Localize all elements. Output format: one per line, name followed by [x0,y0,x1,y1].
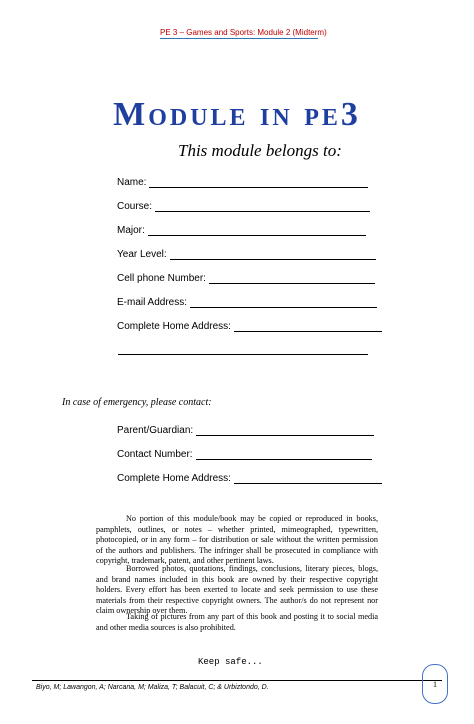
borrowed-materials-paragraph [96,564,378,617]
major-blank[interactable] [148,225,366,236]
footer-rule [32,680,442,681]
borrowed-materials-text: Borrowed photos, quotations, findings, conclusions, literary pieces, blogs, and brand names included in this book are owned by their respective copyright holders. Every effort has been exerted to locate and seek permission to use these materials from their respective copyright owners. The author/s do not represent nor claim ownership over them. [96,564,378,615]
copyright-paragraph [96,514,378,567]
cellphone-label: Cell phone Number: [117,273,206,284]
course-label: Course: [117,201,153,212]
copyright-text: No portion of this module/book may be copied or reproduced in books, pamphlets, outlines, or notes – whether printed, mimeographed, typewritten, photocopied, or in any form – for distribution or sale without the written permission of the authors and publishers. The infringer shall be prosecuted in compliance with copyright, trademark, patent, and other pertinent laws. [96,514,378,565]
year-level-label: Year Level: [117,249,167,260]
emergency-address-label: Complete Home Address: [117,473,231,484]
page-number-badge [422,664,448,704]
home-address-blank[interactable] [234,321,382,332]
year-level-blank[interactable] [170,249,376,260]
belongs-to-heading: This module belongs to: [178,141,342,160]
major-field[interactable] [117,225,366,236]
contact-number-field[interactable] [117,449,372,460]
contact-number-label: Contact Number: [117,449,193,460]
name-label: Name: [117,177,147,188]
module-title: Module in pe3 [113,96,361,133]
contact-number-blank[interactable] [196,449,372,460]
home-address-label: Complete Home Address: [117,321,231,332]
course-blank[interactable] [155,201,370,212]
course-field[interactable] [117,201,370,212]
emergency-heading: In case of emergency, please contact: [62,397,212,408]
header-underline [160,38,318,39]
guardian-field[interactable] [117,425,374,436]
major-label: Major: [117,225,145,236]
page-number: 1 [433,679,437,689]
email-label: E-mail Address: [117,297,188,308]
guardian-label: Parent/Guardian: [117,425,194,436]
emergency-address-field[interactable] [117,473,382,484]
year-level-field[interactable] [117,249,376,260]
photo-prohibition-paragraph [96,612,378,633]
home-address-extra-line[interactable] [118,354,368,355]
footer-authors: Biyo, M; Lawangon, A; Narcana, M; Maliza, T; Balacuit, C; & Urbiztondo, D. [36,684,269,691]
home-address-field[interactable] [117,321,382,332]
guardian-blank[interactable] [196,425,374,436]
emergency-address-blank[interactable] [234,473,382,484]
name-field[interactable] [117,177,368,188]
keep-safe-text: Keep safe... [198,657,263,667]
photo-prohibition-text: Taking of pictures from any part of this book and posting it to social media and other media sources is also prohibited. [96,612,378,632]
email-blank[interactable] [190,297,377,308]
email-field[interactable] [117,297,377,308]
cellphone-field[interactable] [117,273,375,284]
name-blank[interactable] [149,177,368,188]
running-header: PE 3 – Games and Sports: Module 2 (Midterm) [160,28,327,37]
cellphone-blank[interactable] [209,273,375,284]
